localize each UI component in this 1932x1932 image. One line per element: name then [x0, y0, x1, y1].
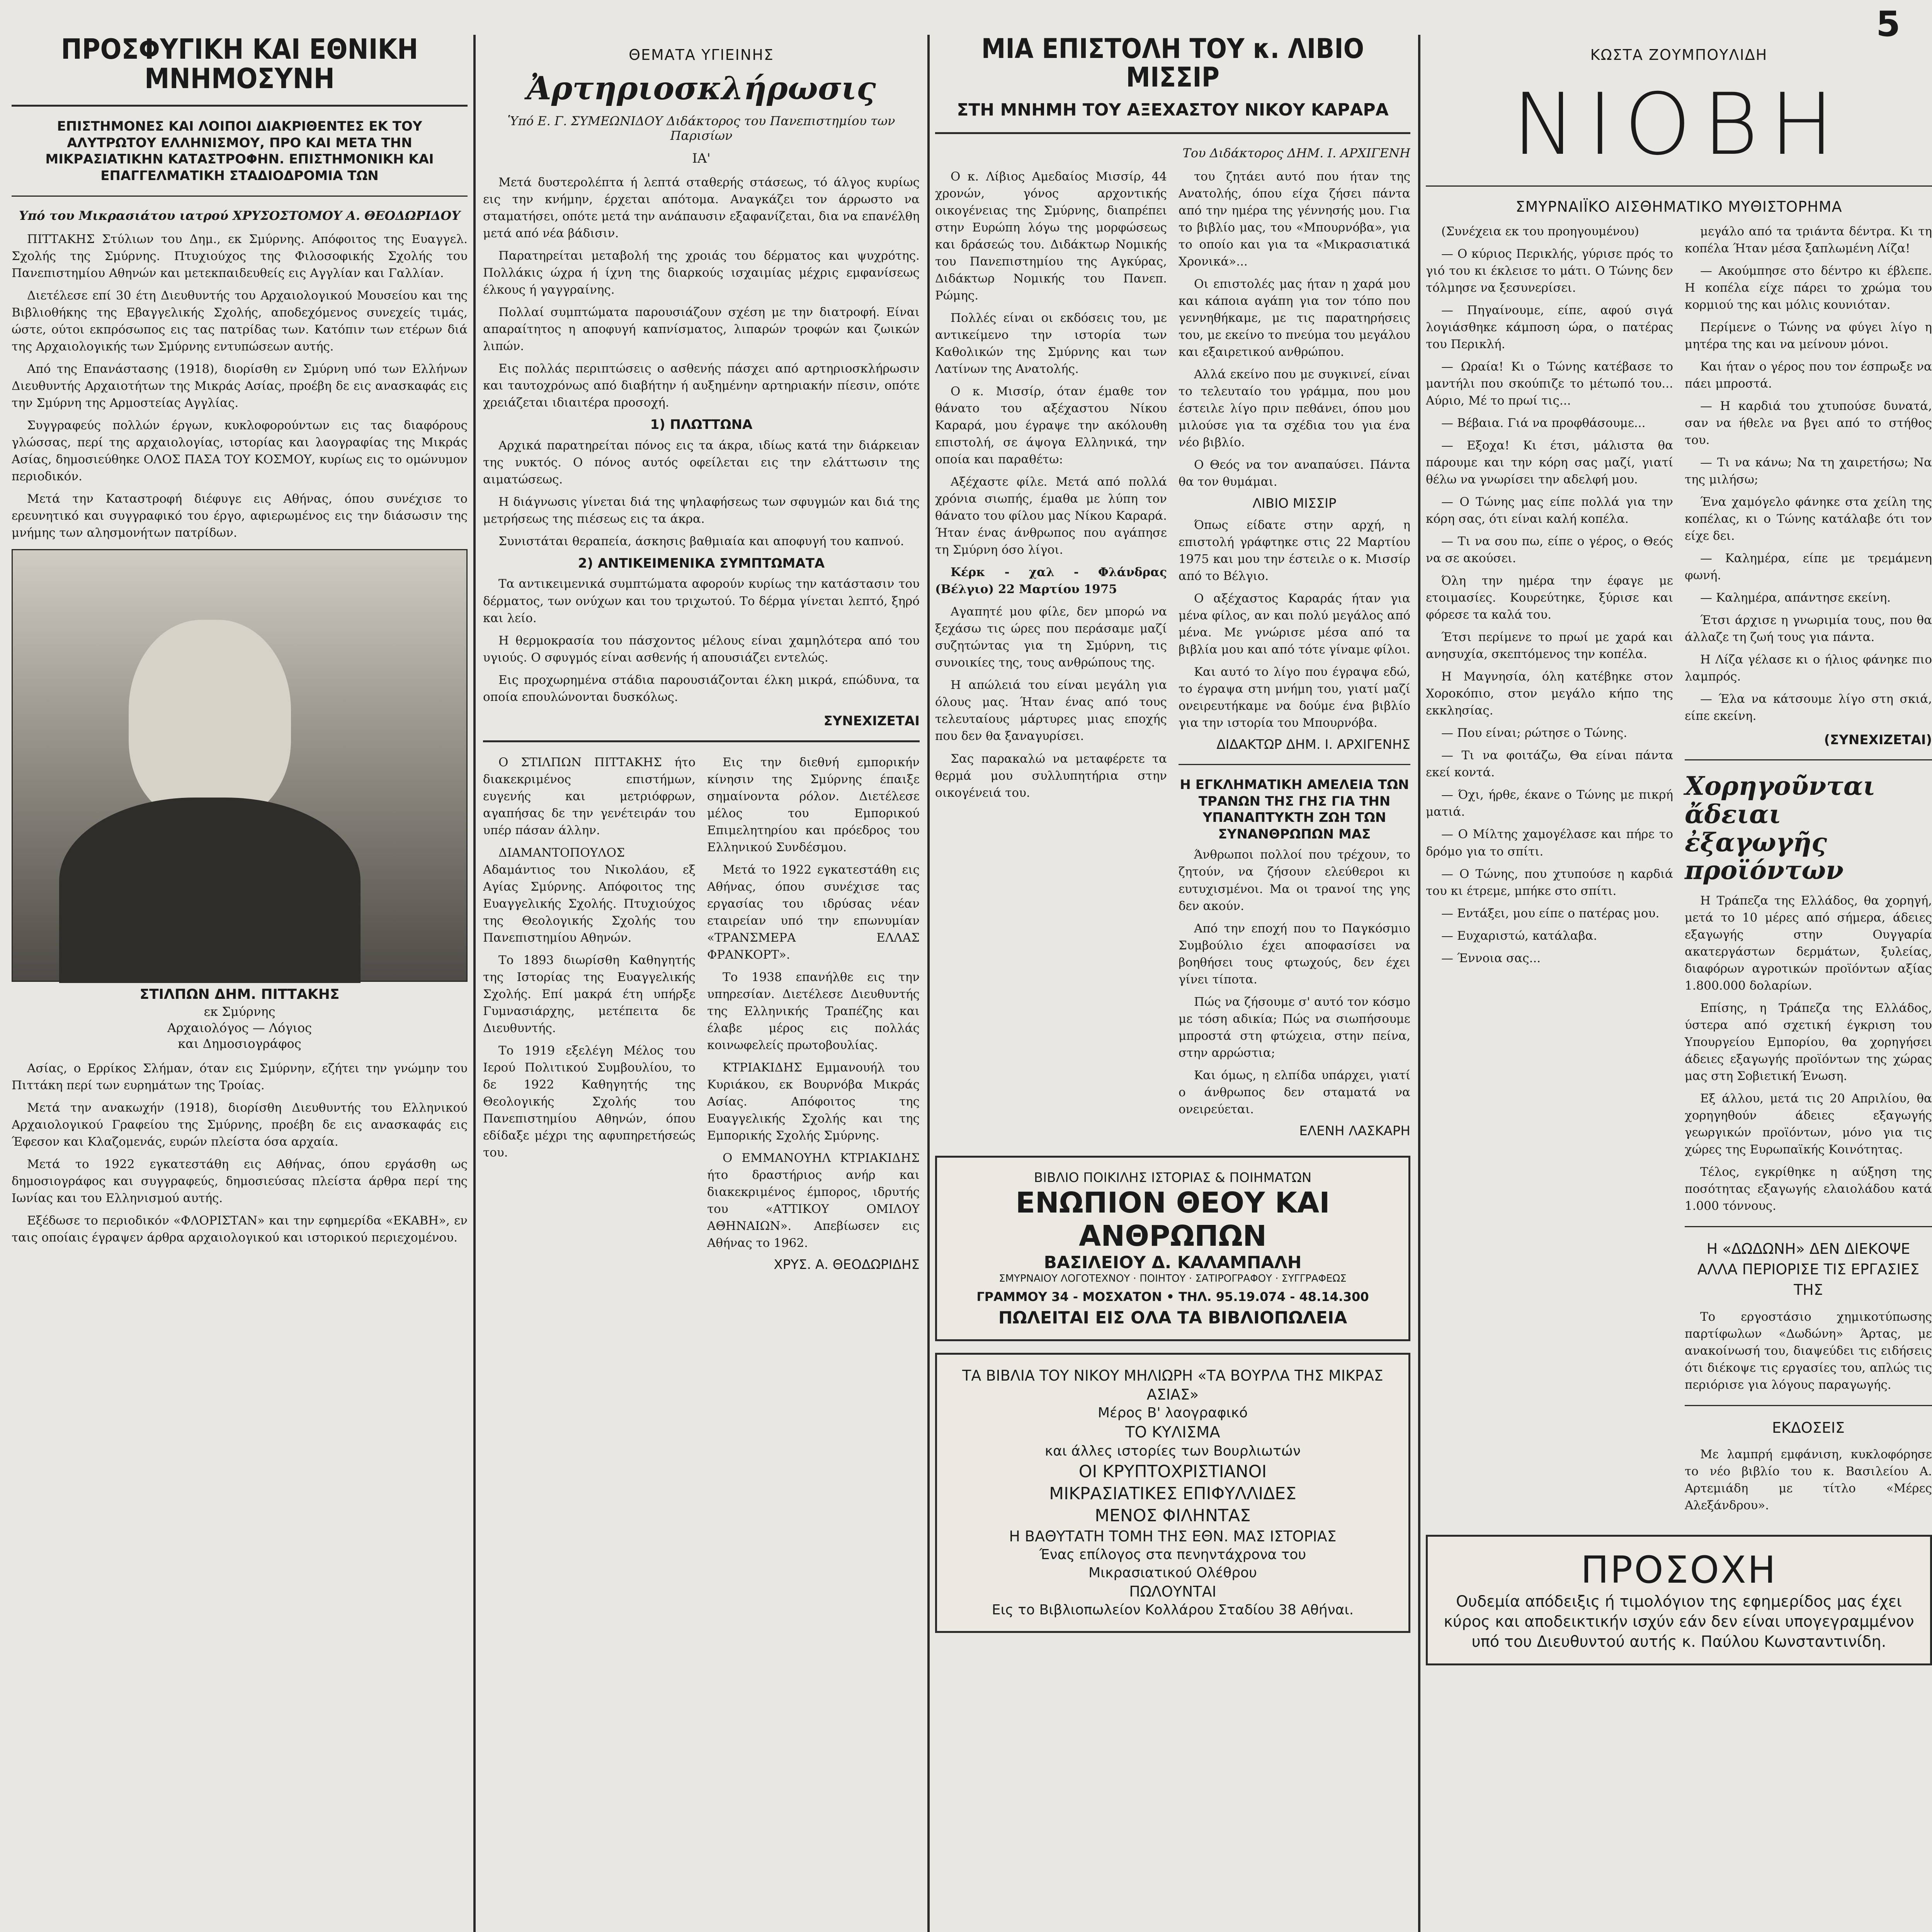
ad-line: ΤΟ ΚΥΛΙΣΜΑ — [1125, 1423, 1220, 1442]
paragraph: — Καλημέρα, είπε με τρεμάμενη φωνή. — [1685, 551, 1932, 583]
paragraph: — Που είναι; ρώτησε ο Τώνης. — [1441, 726, 1628, 740]
article-byline: Του Διδάκτορος ΔΗΜ. Ι. ΑΡΧΙΓΕΝΗ — [1182, 146, 1410, 160]
paragraph: Πολλαί συμπτώματα παρουσιάζουν σχέση με την διατροφή. Είναι απαραίτητος η αποφυγή καπνίσματος, λιπαρών τροφών και ζωικών λιπών. — [483, 305, 920, 354]
book-ad-kalampali — [935, 1156, 1410, 1341]
paragraph: Το 1938 επανήλθε εις την υπηρεσίαν. Διετέλεσε Διευθυντής της Ελληνικής Τραπέζης και έλαβε μέρος εις πολλάς κοινωφελείς πρωτοβουλίας. — [707, 970, 920, 1052]
paragraph: Και ήταν ο γέρος που τον έσπρωξε να πάει μπροστά. — [1685, 360, 1932, 391]
paragraph: Σας παρακαλώ να μεταφέρετε τα θερμά μου συλλυπητήρια στην οικογένειά του. — [935, 752, 1167, 800]
paragraph: — Ευχαριστώ, κατάλαβα. — [1441, 929, 1597, 943]
paragraph: — Έλα να κάτσουμε λίγο στη σκιά, είπε εκείνη. — [1685, 692, 1932, 723]
paragraph: Πώς να ζήσουμε σ' αυτό τον κόσμο με τόση αδικία; Πώς να σιωπήσουμε μπροστά στη φτώχεια, στην πείνα, στην αρρώστια; — [1179, 995, 1410, 1060]
paragraph: Ο αξέχαστος Καραράς ήταν για μένα φίλος, αν και πολύ μεγάλος από μένα. Με γνώρισε μέσα από τα βιβλία μου και από τότε γίναμε φίλοι. — [1179, 592, 1410, 657]
paragraph: Η απώλειά του είναι μεγάλη για όλους μας. Ήταν ένας από τους τελευταίους μάρτυρες μιας εποχής που δεν θα ξαναγυρίσει. — [935, 678, 1167, 743]
paragraph: Το 1919 εξελέγη Μέλος του Ιερού Πολιτικού Συμβουλίου, το δε 1922 Καθηγητής της Θεολογικής Σχολής του Πανεπιστημίου Αθηνών, όπου εδίδαξε μέχρι της αφυπηρετήσεώς του. — [483, 1043, 696, 1160]
ad-line: και άλλες ιστορίες των Βουρλιωτών — [1044, 1443, 1301, 1459]
paragraph: Ο ΕΜΜΑΝΟΥΗΛ ΚΤΡΙΑΚΙΔΗΣ ήτο δραστήριος ανήρ και διακεκριμένος έμπορος, ιδρυτής του «ΑΤΤΙΚΟΥ ΟΜΙΛΟΥ ΑΘΗΝΑΙΩΝ». Απεβίωσεν εις Αθήνας το 1962. — [707, 1151, 920, 1250]
article-byline: Υπό του Μικρασιάτου ιατρού ΧΡΥΣΟΣΤΟΜΟΥ Α. ΘΕΟΔΩΡΙΔΟΥ — [19, 208, 461, 223]
paragraph: Έτσι περίμενε το πρωί με χαρά και ανησυχία, σκεπτόμενος την κοπέλα. — [1426, 630, 1673, 662]
ad-line: Η ΒΑΘΥΤΑΤΗ ΤΟΜΗ ΤΗΣ ΕΘΝ. ΜΑΣ ΙΣΤΟΡΙΑΣ — [1009, 1527, 1337, 1545]
paragraph: Η Μαγνησία, όλη κατέβηκε στον Χοροκόπιο, στον μεγάλο κήπο της εκκλησίας. — [1426, 670, 1673, 718]
divider — [1426, 185, 1932, 187]
novel-author: ΚΩΣΤΑ ΖΟΥΜΠΟΥΛΙΔΗ — [1590, 46, 1768, 63]
paragraph: Το εργοστάσιο χημικοτύπωσης παρτίφωλων «Δωδώνη» Άρτας, με ανακοίνωσή του, διαψεύδει τις ειδήσεις ότι διέκοψε τις εργασίες του, απλώς τις περιόρισε για λόγους παραγωγής. — [1685, 1310, 1932, 1392]
author-signature: ΕΛΕΝΗ ΛΑΣΚΑΡΗ — [1299, 1123, 1410, 1139]
photo-caption-name: ΣΤΙΛΠΩΝ ΔΗΜ. ΠΙΤΤΑΚΗΣ — [139, 986, 340, 1003]
paragraph: — Ωραία! Κι ο Τώνης κατέβασε το μαντήλι που σκούπιζε το μέτωπό του... Αύριο, Μέ το πρωί τις... — [1426, 360, 1673, 408]
paragraph: ΠΙΤΤΑΚΗΣ Στύλιων του Δημ., εκ Σμύρνης. Απόφοιτος της Ευαγγελ. Σχολής της Σμύρνης. Πτυχιούχος της Φιλοσοφικής Σχολής του Πανεπιστημίου Αθηνών και μετεκπαιδευθείς εις Αγγλίαν και Γαλλίαν. — [12, 232, 468, 281]
paragraph: Εις προχωρημένα στάδια παρουσιάζονται έλκη μικρά, επώδυνα, τα οποία επουλώνονται δυσκόλως. — [483, 673, 920, 704]
paragraph: Ο κ. Λίβιος Αμεδαίος Μισσίρ, 44 χρονών, γόνος αρχοντικής οικογένειας της Σμύρνης, διαπρέπει στην Ευρώπη λόγω της μορφώσεως και δράσεώς του. Διδάκτωρ Νομικής του Πανεπιστημίου της Αγκύρας, Διδάκτωρ Νομικής του Πανεπ. Ρώμης. — [935, 170, 1167, 303]
paragraph: Συγγραφεύς πολλών έργων, κυκλοφορούντων εις τας διαφόρους γλώσσας, περί της αρχαιολογίας, ιστορίας και λαογραφίας της Μικράς Ασίας, δημοσιεύθηκε ΟΛΟΣ ΠΑΣΑ ΤΟΥ ΚΟΣΜΟΥ, κυρίως εις το ομώνυμον περιοδικόν. — [12, 418, 468, 484]
article-subhead: ΣΤΗ ΜΝΗΜΗ ΤΟΥ ΑΞΕΧΑΣΤΟΥ ΝΙΚΟΥ ΚΑΡΑΡΑ — [957, 100, 1389, 120]
paragraph: Εις την διεθνή εμπορικήν κίνησιν της Σμύρνης έπαιξε σημαίνοντα ρόλον. Διετέλεσε μέλος του Εμπορικού Επιμελητηρίου και πρόεδρος του Ελληνικού Συνδέσμου. — [707, 755, 920, 854]
dodoni-headline: Η «ΔΩΔΩΝΗ» ΔΕΝ ΔΙΕΚΟΨΕ ΑΛΛΑ ΠΕΡΙΟΡΙΣΕ ΤΙΣ ΕΡΓΑΣΙΕΣ ΤΗΣ — [1697, 1240, 1920, 1299]
letter-signoff: ΛΙΒΙΟ ΜΙΣΣΙΡ — [1252, 496, 1337, 512]
ad-line: ΟΙ ΚΡΥΠΤΟΧΡΙΣΤΙΑΝΟΙ — [1078, 1462, 1267, 1482]
lower-left-column — [483, 754, 696, 1278]
paragraph: Από της Επανάστασης (1918), διορίσθη εν Σμύρνη υπό των Ελλήνων Διευθυντής Αρχαιοτήτων της Μικράς Ασίας, προέβη δε εις ανασκαφάς εις την Σμύρνη της Αρμοστείας Αγγλίας. — [12, 362, 468, 410]
letter-right-column — [1179, 168, 1410, 1144]
paragraph: Εξέδωσε το περιοδικόν «ΦΛΟΡΙΣΤΑΝ» και την εφημερίδα «ΕΚΑΒΗ», εν ταις οποίαις έγραψεν άρθρα αρχαιολογικού και ιστορικού περιεχομένου. — [12, 1214, 468, 1245]
article-headline: ΠΡΟΣΦΥΓΙΚΗ ΚΑΙ ΕΘΝΙΚΗ ΜΝΗΜΟΣΥΝΗ — [61, 33, 418, 95]
column-missir-letter — [935, 31, 1410, 1932]
paragraph: Τέλος, εγκρίθηκε η αύξηση της ποσότητας εξαγωγής ελαιολάδου κατά 1.000 τόννους. — [1685, 1165, 1932, 1213]
paragraph: Αγαπητέ μου φίλε, δεν μπορώ να ξεχάσω τις ώρες που περάσαμε μαζί συζητώντας για τη Σμύρνη, τις συνοικίες της, τους ανθρώπους της. — [935, 605, 1167, 670]
page-number: 5 — [1876, 4, 1900, 44]
column-refugee-memory — [12, 31, 468, 1932]
divider — [935, 132, 1410, 134]
dateline: Κέρκ - χαλ - Φλάνδρας (Βέλγιο) 22 Μαρτίου 1975 — [935, 565, 1167, 597]
paragraph: Παρατηρείται μεταβολή της χροιάς του δέρματος και ψυχρότης. Πολλάκις ώχρα ή ίχνη της διαρκούς ισχαιμίας μέχρις εμφανίσεως έλκους ή γαγγραίνης. — [483, 249, 920, 297]
paragraph: Αλλά εκείνο που με συγκινεί, είναι το τελευταίο του γράμμα, που μου έστειλε λίγο πριν πεθάνει, όπου μου μιλούσε για τα σχέδια του για ένα νέο βιβλίο. — [1179, 367, 1410, 450]
author-signature: ΧΡΥΣ. Α. ΘΕΟΔΩΡΙΔΗΣ — [774, 1257, 920, 1273]
paragraph: — Ακούμπησε στο δέντρο κι έβλεπε. Η κοπέλα είχε πάρει το χρώμα του κορμιού της και μόλις κουνιόταν. — [1685, 264, 1932, 312]
column-rule — [1418, 35, 1420, 1932]
column-niobe-and-news — [1426, 31, 1932, 1932]
paragraph: Όπως είδατε στην αρχή, η επιστολή γράφτηκε στις 22 Μαρτίου 1975 και μου την έστειλε ο κ. Μισσίρ από το Βέλγιο. — [1179, 518, 1410, 583]
paragraph: — Τι να φοιτάζω, Θα είναι πάντα εκεί κοντά. — [1426, 748, 1673, 780]
article-headline: ΜΙΑ ΕΠΙΣΤΟΛΗ ΤΟΥ κ. ΛΙΒΙΟ ΜΙΣΣΙΡ — [981, 33, 1364, 93]
paragraph: — Καλημέρα, απάντησε εκείνη. — [1700, 591, 1891, 605]
ad-title: ΤΑ ΒΙΒΛΙΑ ΤΟΥ ΝΙΚΟΥ ΜΗΛΙΩΡΗ «ΤΑ ΒΟΥΡΛΑ ΤΗΣ ΜΙΚΡΑΣ ΑΣΙΑΣ» — [962, 1367, 1383, 1403]
ad-line: Ένας επίλογος στα πενηντάχρονα του — [1039, 1547, 1306, 1563]
column-health — [483, 31, 920, 1932]
divider — [1179, 764, 1410, 765]
subsection-title: 1) ΠΛΩΤΤΩΝΑ — [650, 417, 753, 433]
article-byline: Ὑπό Ε. Γ. ΣΥΜΕΩΝΙΔΟΥ Διδάκτορος του Πανεπιστημίου των Παρισίων — [507, 114, 895, 143]
paragraph: Η διάγνωσις γίνεται διά της ψηλαφήσεως των σφυγμών και διά της μετρήσεως της πιέσεως εις τα άκρα. — [483, 495, 920, 526]
paragraph: ΚΤΡΙΑΚΙΔΗΣ Εμμανουήλ του Κυριάκου, εκ Βουρνόβα Μικράς Ασίας. Απόφοιτος της Ευαγγελικής Σχολής και της Εμπορικής Σχολής Σμύρνης. — [707, 1060, 920, 1143]
divider — [1685, 1226, 1932, 1227]
ekdoseis-headline: ΕΚΔΟΣΕΙΣ — [1772, 1419, 1845, 1436]
paragraph: Έτσι άρχισε η γνωριμία τους, που θα άλλαζε τη ζωή τους για πάντα. — [1685, 613, 1932, 645]
ad-address: ΓΡΑΜΜΟΥ 34 - ΜΟΣΧΑΤΟΝ • ΤΗΛ. 95.19.074 - 48.14.300 — [976, 1289, 1369, 1304]
paragraph: Πολλές είναι οι εκδόσεις του, με αντικείμενο την ιστορία των Καθολικών της Σμύρνης και των Λατίνων της Ανατολής. — [935, 311, 1167, 376]
divider — [12, 105, 468, 107]
paragraph: Επίσης, η Τράπεζα της Ελλάδος, ύστερα από σχετική έγκριση του Υπουργείου Εμπορίου, θα χορηγήσει άδειες εξαγωγής προϊόντων της χώρας μας στη Σοβιετική Ένωση. — [1685, 1001, 1932, 1083]
ad-author: ΒΑΣΙΛΕΙΟΥ Δ. ΚΑΛΑΜΠΑΛΗ — [1044, 1252, 1302, 1272]
section-number: ΙΑ' — [692, 151, 711, 167]
paragraph: Όλη την ημέρα την έφαγε με ετοιμασίες. Κουρεύτηκε, ξύρισε και φόρεσε τα καλά του. — [1426, 574, 1673, 622]
lower-right-column — [707, 754, 920, 1278]
paragraph: Οι επιστολές μας ήταν η χαρά μου και κάποια αγάπη για τον τόπο που γεννηθήκαμε, με τις παρατηρήσεις του, με εκείνο το πνεύμα του μεγάλου και εξαιρετικού ανθρώπου. — [1179, 277, 1410, 359]
paragraph: Τα αντικειμενικά συμπτώματα αφορούν κυρίως την κατάστασιν του δέρματος, των ονύχων και του τριχωτού. Το δέρμα γίνεται λεπτό, ξηρό και λείο. — [483, 577, 920, 625]
divider — [1685, 759, 1932, 760]
divider — [1685, 1405, 1932, 1406]
subarticle-headline: Η ΕΓΚΛΗΜΑΤΙΚΗ ΑΜΕΛΕΙΑ ΤΩΝ ΤΡΑΝΩΝ ΤΗΣ ΓΗΣ ΓΙΑ ΤΗΝ ΥΠΑΝΑΠΤΥΚΤΗ ΖΩΗ ΤΩΝ ΣΥΝΑΝΘΡΩΠΩΝ ΜΑΣ — [1180, 777, 1409, 842]
column-rule — [473, 35, 476, 1932]
paragraph: Η θερμοκρασία του πάσχοντος μέλους είναι χαμηλότερα από του υγιούς. Ο σφυγμός είναι ασθενής ή απουσιάζει εντελώς. — [483, 633, 920, 665]
paragraph: Η Τράπεζα της Ελλάδος, θα χορηγή, μετά το 10 μέρες από σήμερα, άδειες εξαγωγής στην Ουγγαρία ακατεργάστων δερμάτων, ξυλείας, διαφόρων αγροτικών προϊόντων αξίας 1.800.000 δολαρίων. — [1685, 893, 1932, 993]
novel-title: ΝΙΟΒΗ — [1512, 75, 1846, 174]
article-headline: Ἀρτηριοσκλήρωσις — [527, 70, 876, 107]
paragraph: Ο Θεός να τον αναπαύσει. Πάντα θα τον θυμάμαι. — [1179, 458, 1410, 489]
paragraph: Και αυτό το λίγο που έγραψα εδώ, το έγραψα στη μνήμη του, γιατί μαζί ονειρευτήκαμε να δούμε ένα βιβλίο για την ιστορία του Μπουρνόβα. — [1179, 665, 1410, 730]
paragraph: Μετά το 1922 εγκατεστάθη εις Αθήνας, όπου εργάσθη ως δημοσιογράφος και συγγραφεύς, δημοσιεύσας πλείστα άρθρα περί της Ιωνίας και του Ελληνισμού αυτής. — [12, 1157, 468, 1206]
paragraph: Με λαμπρή εμφάνιση, κυκλοφόρησε το νέο βιβλίο του κ. Βασιλείου Α. Αρτεμιάδη με τίτλο «Μέρες Αλεξάνδρου». — [1685, 1447, 1932, 1512]
paragraph: Από την εποχή που το Παγκόσμιο Συμβούλιο έχει αποφασίσει να βοηθήσει τους φτωχούς, δεν έχει γίνει τίποτα. — [1179, 921, 1410, 986]
paragraph: — Εντάξει, μου είπε ο πατέρας μου. — [1441, 906, 1660, 920]
ad-line: Εις το Βιβλιοπωλείον Κολλάρου Σταδίου 38 Αθήναι. — [992, 1602, 1354, 1618]
paragraph: Η Λίζα γέλασε κι ο ήλιος φάνηκε πιο λαμπρός. — [1685, 653, 1932, 684]
novel-subtitle: ΣΜΥΡΝΑΙΪΚΟ ΑΙΣΘΗΜΑΤΙΚΟ ΜΥΘΙΣΤΟΡΗΜΑ — [1515, 198, 1842, 215]
portrait-head — [129, 620, 291, 821]
paragraph: Μετά την ανακωχήν (1918), διορίσθη Διευθυντής του Ελληνικού Αρχαιολογικού Γραφείου της Σμύρνης, προέβη δε εις ανασκαφάς εις Έφεσον και Κλαζομενάς, ευρών πλείστα όσα αρχαία. — [12, 1101, 468, 1149]
divider — [12, 196, 468, 197]
ad-line: ΜΕΝΟΣ ΦΙΛΗΝΤΑΣ — [1095, 1506, 1251, 1526]
portrait-photo — [12, 549, 468, 982]
paragraph: Μετά την Καταστροφή διέφυγε εις Αθήνας, όπου συνέχισε το ερευνητικό και συγγραφικό του έργο, αφιερωμένος εις την διάσωσιν της μνήμης των αλησμονήτων πατρίδων. — [12, 492, 468, 540]
notice-box — [1426, 1535, 1932, 1665]
notice-title: ΠΡΟΣΟΧΗ — [1581, 1548, 1777, 1592]
photo-caption — [12, 986, 468, 1052]
ad-line: Μέρος Β' λαογραφικό — [1097, 1405, 1248, 1421]
paragraph: — Βέβαια. Γιά να προφθάσουμε... — [1441, 416, 1646, 430]
novel-body — [1426, 223, 1932, 1519]
novel-left-column — [1426, 223, 1673, 1519]
column-rule — [927, 35, 930, 1932]
paragraph: Μετά δυστερολέπτα ή λεπτά σταθερής στάσεως, τό άλγος κυρίως εις την κνήμην, έρχεται απότομα. Αναγκάζει τον άρρωστο να σταματήσει, οπότε μετά την ανάπαυσιν εξαφανίζεται, δια να επανέλθη μετά από νέα βάδισιν. — [483, 175, 920, 241]
ad-line: ΜΙΚΡΑΣΙΑΤΙΚΕΣ ΕΠΙΦΥΛΛΙΔΕΣ — [1049, 1484, 1296, 1504]
article-subhead: ΕΠΙΣΤΗΜΟΝΕΣ ΚΑΙ ΛΟΙΠΟΙ ΔΙΑΚΡΙΘΕΝΤΕΣ ΕΚ ΤΟΥ ΑΛΥΤΡΩΤΟΥ ΕΛΛΗΝΙΣΜΟΥ, ΠΡΟ ΚΑΙ ΜΕΤΑ ΤΗΝ ΜΙΚΡΑΣΙΑΤΙΚΗΝ ΚΑΤΑΣΤΡΟΦΗΝ. ΕΠΙΣΤΗΜΟΝΙΚΗ ΚΑΙ ΕΠΑΓΓΕΛΜΑΤΙΚΗ ΣΤΑΔΙΟΔΡΟΜΙΑ ΤΩΝ — [45, 119, 434, 184]
paragraph: Ένα χαμόγελο φάνηκε στα χείλη της κοπέλας, κι ο Τώνης κατάλαβε ότι τον είχε δει. — [1685, 495, 1932, 543]
paragraph: Διετέλεσε επί 30 έτη Διευθυντής του Αρχαιολογικού Μουσείου και της Βιβλιοθήκης της Εβαγγελικής Σχολής, αποδεχόμενος συνεχείς τιμάς, ώστε, ούτοι εκπρόσωπος εις τας πατρίδας των. Κατόπιν των ετέρων διά της Αρχαιολογικής των Σμύρνης εντυπώσεων αυτής. — [12, 289, 468, 354]
paragraph: Εξ άλλου, μετά τις 20 Απριλίου, θα χορηγηθούν άδειες εξαγωγής γεωργικών προϊόντων, μόνο για τις χώρες της Ευρωπαϊκής Κοινότητας. — [1685, 1091, 1932, 1156]
paragraph: Συνιστάται θεραπεία, άσκησις βαθμιαία και αποφυγή του καπνού. — [498, 534, 904, 548]
paragraph: Μετά το 1922 εγκατεστάθη εις Αθήνας, όπου συνέχισε τας εργασίας του ιδρύσας νέαν εταιρείαν υπό την επωνυμίαν «ΤΡΑΝΣΜΕΡΑ ΕΛΛΑΣ ΦΡΑΝΚΟΡΤ». — [707, 862, 920, 962]
paragraph: — Τι να σου πω, είπε ο γέρος, ο Θεός να σε ακούσει. — [1426, 534, 1673, 566]
photo-caption-line: και Δημοσιογράφος — [178, 1036, 301, 1051]
paragraph: ΔΙΑΜΑΝΤΟΠΟΥΛΟΣ Αδαμάντιος του Νικολάου, εξ Αγίας Σμύρνης. Απόφοιτος της Ευαγγελικής Σχολής. Πτυχιούχος της Θεολογικής Σχολής του Πανεπιστημίου Αθηνών. — [483, 845, 696, 945]
paragraph: — Τι να κάνω; Να τη χαιρετήσω; Να της μιλήσω; — [1685, 456, 1932, 487]
author-signature: ΔΙΔΑΚΤΩΡ ΔΗΜ. Ι. ΑΡΧΙΓΕΝΗΣ — [1216, 737, 1410, 753]
section-kicker: ΘΕΜΑΤΑ ΥΓΙΕΙΝΗΣ — [629, 46, 774, 63]
paragraph: — Ο Μίλτης χαμογέλασε και πήρε το δρόμο για το σπίτι. — [1426, 827, 1673, 859]
portrait-torso — [59, 798, 361, 983]
paragraph: — Εξοχα! Κι έτσι, μάλιστα θα πάρουμε και την κόρη σας μαζί, γιατί θέλω να γνωρίσει την αδελφή μου. — [1426, 439, 1673, 487]
ad-line: ΠΩΛΟΥΝΤΑΙ — [1129, 1583, 1216, 1600]
paragraph: Ασίας, ο Ερρίκος Σλήμαν, όταν εις Σμύρνην, εζήτει την γνώμην του Πιττάκη περί των ευρημάτων της Τροίας. — [12, 1061, 468, 1093]
photo-caption-line: Αρχαιολόγος — Λόγιος — [167, 1020, 312, 1035]
paragraph: — Ο κύριος Περικλής, γύρισε πρός το γιό του κι έκλεισε το μάτι. Ο Τώνης δεν τόλμησε να ξεσυνερίσει. — [1426, 247, 1673, 295]
paragraph: — Όχι, ήρθε, έκανε ο Τώνης με πικρή ματιά. — [1426, 788, 1673, 819]
notice-text: Ουδεμία απόδειξις ή τιμολόγιον της εφημερίδος μας έχει κύρος και αποδεικτικήν ισχύν εάν δεν είναι υπογεγραμμένον υπό του Διευθυντού αυτής κ. Παύλου Κωνσταντινίδη. — [1444, 1592, 1914, 1651]
novel-right-column — [1685, 223, 1932, 1519]
paragraph: μεγάλο από τα τριάντα δέντρα. Κι τη κοπέλα Ήταν μέσα ξαπλωμένη Λίζα! — [1685, 224, 1932, 256]
paragraph: — Η καρδιά του χτυπούσε δυνατά, σαν να ήθελε να βγει από το στήθος του. — [1685, 399, 1932, 447]
paragraph: του ζητάει αυτό που ήταν της Ανατολής, όπου είχα ζήσει πάντα από την ημέρα της γέννησής μου. Για το βιβλίο μας, του «Μπουρνόβα», για το οποίο και για τα «Μικρασιατικά Χρονικά»... — [1179, 170, 1410, 269]
paragraph: — Ο Τώνης μας είπε πολλά για την κόρη σας, ότι είναι καλή κοπέλα. — [1426, 495, 1673, 526]
ad-subtitle: ΣΜΥΡΝΑΙΟΥ ΛΟΓΟΤΕΧΝΟΥ · ΠΟΙΗΤΟΥ · ΣΑΤΙΡΟΓΡΑΦΟΥ · ΣΥΓΓΡΑΦΕΩΣ — [999, 1272, 1347, 1284]
paragraph: Αξέχαστε φίλε. Μετά από πολλά χρόνια σιωπής, έμαθα με λύπη τον θάνατο του φίλου μας Νίκου Καραρά. Ήταν ένας άνθρωπος που αγάπησε τη Σμύρνη όσο λίγοι. — [935, 475, 1167, 557]
ad-line: Μικρασιατικού Ολέθρου — [1088, 1565, 1257, 1581]
paragraph: — Ο Τώνης, που χτυπούσε η καρδιά του κι έτρεμε, μπήκε στο σπίτι. — [1426, 867, 1673, 898]
photo-caption-line: εκ Σμύρνης — [204, 1004, 276, 1019]
paragraph: Περίμενε ο Τώνης να φύγει λίγο η μητέρα της και να μείνουν μόνοι. — [1685, 320, 1932, 352]
paragraph: Ο κ. Μισσίρ, όταν έμαθε τον θάνατο του αξέχαστου Νίκου Καραρά, μου έγραψε την ακόλουθη επιστολή, σε άψογα Ελληνικά, την οποία και παραθέτω: — [935, 384, 1167, 467]
paragraph: Αρχικά παρατηρείται πόνος εις τα άκρα, ιδίως κατά την διάρκειαν της νυκτός. Ο πόνος αυτός οφείλεται εις την ελάττωσιν της αιματώσεως. — [483, 438, 920, 486]
paragraph: — Έννοια σας... — [1441, 951, 1541, 965]
ad-title: ΕΝΩΠΙΟΝ ΘΕΟΥ ΚΑΙ ΑΝΘΡΩΠΩΝ — [1015, 1186, 1330, 1253]
letter-left-column — [935, 168, 1167, 1144]
continues-label: (ΣΥΝΕΧΙΖΕΤΑΙ) — [1824, 732, 1932, 748]
book-ad-milioris — [935, 1353, 1410, 1633]
paragraph: — Πηγαίνουμε, είπε, αφού σιγά λογιάσθηκε κάμποση ώρα, ο πατέρας του Περικλή. — [1426, 303, 1673, 352]
paragraph: Ο ΣΤΙΛΠΩΝ ΠΙΤΤΑΚΗΣ ήτο διακεκριμένος επιστήμων, ευγενής και μετριόφρων, αγαπήσας δε την γενέτειράν του υπέρ πάσαν άλλην. — [483, 755, 696, 837]
ad-kicker: ΒΙΒΛΙΟ ΠΟΙΚΙΛΗΣ ΙΣΤΟΡΙΑΣ & ΠΟΙΗΜΑΤΩΝ — [1034, 1170, 1312, 1185]
lower-biographies — [483, 754, 920, 1278]
ad-footer: ΠΩΛΕΙΤΑΙ ΕΙΣ ΟΛΑ ΤΑ ΒΙΒΛΙΟΠΩΛΕΙΑ — [998, 1308, 1347, 1328]
letter-body — [935, 168, 1410, 1144]
paragraph: Εις πολλάς περιπτώσεις ο ασθενής πάσχει από αρτηριοσκλήρωσιν και ταυτοχρόνως από διαβήτην ή αυξημένην αρτηριακήν πίεσιν, οπότε χρειάζεται ιδιαιτέρα προσοχή. — [483, 362, 920, 410]
continues-label: ΣΥΝΕΧΙΖΕΤΑΙ — [823, 713, 920, 729]
paragraph: Άνθρωποι πολλοί που τρέχουν, το ζητούν, να ζήσουν ελεύθεροι κι ευτυχισμένοι. Μα οι τρανοί της γης δεν ακούν. — [1179, 848, 1410, 913]
divider — [483, 740, 920, 742]
subsection-title: 2) ΑΝΤΙΚΕΙΜΕΝΙΚΑ ΣΥΜΠΤΩΜΑΤΑ — [578, 555, 825, 571]
export-headline: Χορηγοῦνται ἄδειαι ἐξαγωγῆς προϊόντων — [1685, 771, 1876, 886]
paragraph: (Συνέχεια εκ του προηγουμένου) — [1441, 224, 1639, 238]
paragraph: Το 1893 διωρίσθη Καθηγητής της Ιστορίας της Ευαγγελικής Σχολής. Επί μακρά έτη υπήρξε Γυμνασιάρχης, μετέπειτα δε Διευθυντής. — [483, 953, 696, 1035]
paragraph: Και όμως, η ελπίδα υπάρχει, γιατί ο άνθρωπος δεν σταματά να ονειρεύεται. — [1179, 1068, 1410, 1116]
